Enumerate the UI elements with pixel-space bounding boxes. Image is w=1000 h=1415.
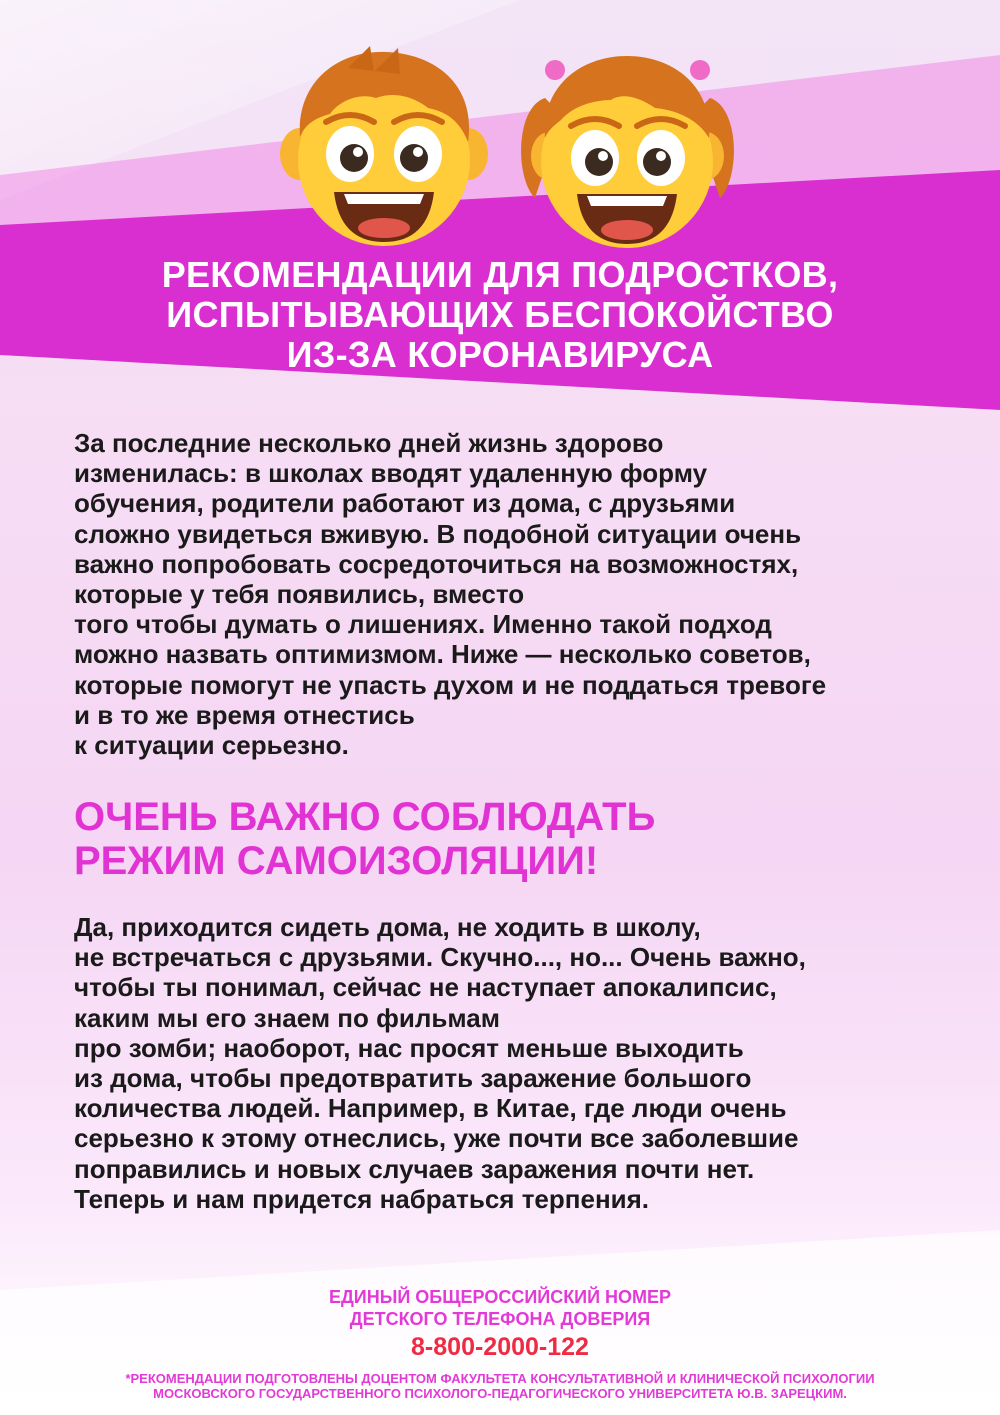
text-line: и в то же время отнестись bbox=[74, 699, 415, 730]
text-line: серьезно к этому отнеслись, уже почти все заболевшие bbox=[74, 1123, 799, 1154]
text-line: не встречаться с друзьями. Скучно..., но... Очень важно, bbox=[74, 942, 806, 973]
credits-line: МОСКОВСКОГО ГОСУДАРСТВЕННОГО ПСИХОЛОГО-ПЕДАГОГИЧЕСКОГО УНИВЕРСИТЕТА Ю.В. ЗАРЕЦКИМ. bbox=[153, 1386, 847, 1401]
title-line: ИЗ-ЗА КОРОНАВИРУСА bbox=[286, 334, 714, 375]
title-line: РЕКОМЕНДАЦИИ ДЛЯ ПОДРОСТКОВ, bbox=[161, 254, 839, 295]
hotline-line: ЕДИНЫЙ ОБЩЕРОССИЙСКИЙ НОМЕР bbox=[328, 1287, 672, 1307]
hotline-block bbox=[0, 1286, 1000, 1362]
boy-emoji-icon bbox=[278, 42, 490, 254]
text-line: количества людей. Например, в Китае, где люди очень bbox=[74, 1093, 787, 1124]
text-line: обучения, родители работают из дома, с друзьями bbox=[74, 488, 736, 519]
heading-line: ОЧЕНЬ ВАЖНО СОБЛЮДАТЬ bbox=[74, 795, 656, 839]
intro-paragraph bbox=[74, 428, 974, 760]
hotline-line: ДЕТСКОГО ТЕЛЕФОНА ДОВЕРИЯ bbox=[349, 1309, 651, 1329]
text-line: сложно увидеться вживую. В подобной ситуации очень bbox=[74, 518, 802, 549]
text-line: к ситуации серьезно. bbox=[74, 730, 349, 761]
credits-note bbox=[0, 1371, 1000, 1401]
text-line: Теперь и нам придется набраться терпения. bbox=[74, 1183, 650, 1214]
section-heading bbox=[74, 795, 655, 883]
text-line: которые помогут не упасть духом и не поддаться тревоге bbox=[74, 669, 827, 700]
heading-line: РЕЖИМ САМОИЗОЛЯЦИИ! bbox=[74, 839, 599, 883]
phone-number: 8-800-2000-122 bbox=[411, 1333, 589, 1361]
girl-emoji-icon bbox=[515, 38, 740, 254]
text-line: которые у тебя появились, вместо bbox=[74, 579, 525, 610]
text-line: изменилась: в школах вводят удаленную форму bbox=[74, 458, 708, 489]
text-line: того чтобы думать о лишениях. Именно такой подход bbox=[74, 609, 772, 640]
text-line: можно назвать оптимизмом. Ниже — несколько советов, bbox=[74, 639, 811, 670]
section-paragraph bbox=[74, 912, 974, 1214]
text-line: поправились и новых случаев заражения почти нет. bbox=[74, 1153, 755, 1184]
text-line: важно попробовать сосредоточиться на возможностях, bbox=[74, 548, 799, 579]
text-line: про зомби; наоборот, нас просят меньше выходить bbox=[74, 1032, 744, 1063]
text-line: Да, приходится сидеть дома, не ходить в школу, bbox=[74, 912, 701, 942]
text-line: из дома, чтобы предотвратить заражение большого bbox=[74, 1063, 752, 1094]
title-line: ИСПЫТЫВАЮЩИХ БЕСПОКОЙСТВО bbox=[166, 294, 834, 335]
page-title bbox=[0, 255, 1000, 375]
credits-line: *РЕКОМЕНДАЦИИ ПОДГОТОВЛЕНЫ ДОЦЕНТОМ ФАКУЛЬТЕТА КОНСУЛЬТАТИВНОЙ И КЛИНИЧЕСКОЙ ПСИХОЛОГИИ bbox=[125, 1371, 875, 1386]
text-line: чтобы ты понимал, сейчас не наступает апокалипсис, bbox=[74, 972, 777, 1003]
text-line: За последние несколько дней жизнь здорово bbox=[74, 428, 664, 458]
text-line: каким мы его знаем по фильмам bbox=[74, 1002, 500, 1033]
